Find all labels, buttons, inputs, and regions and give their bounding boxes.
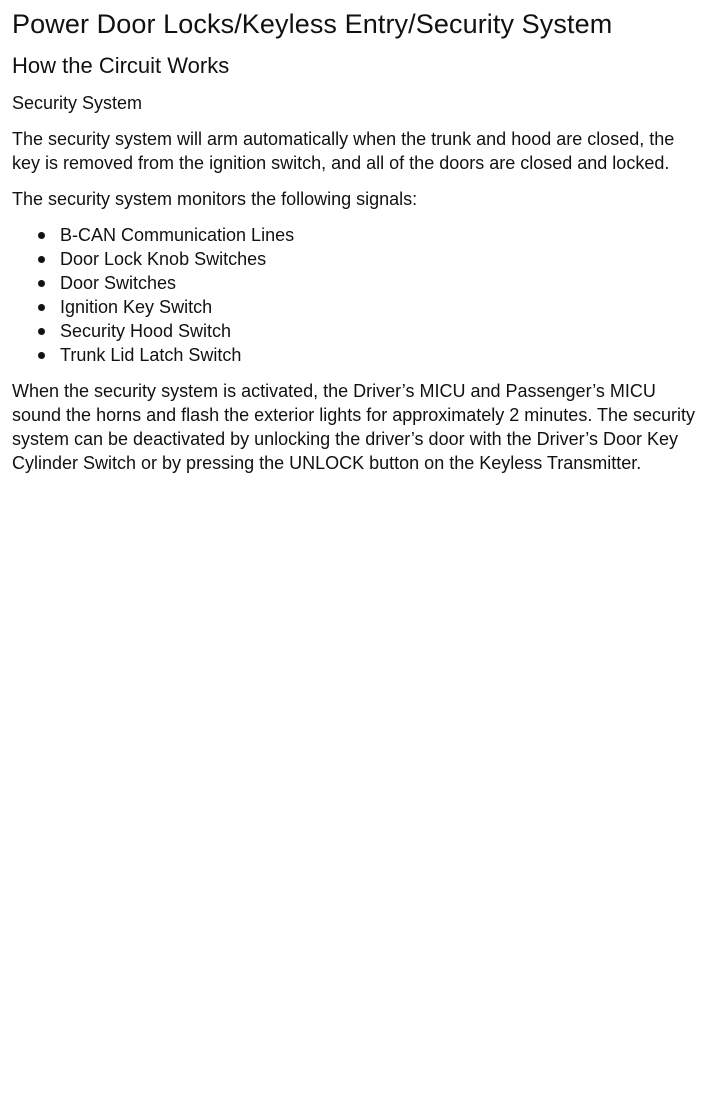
list-item-label: Ignition Key Switch — [60, 297, 213, 317]
list-item — [12, 223, 696, 247]
list-item — [12, 319, 696, 343]
list-item-label: Security Hood Switch — [60, 321, 232, 341]
signals-list — [12, 223, 696, 367]
bullet-icon — [38, 304, 45, 311]
page-subtitle: How the Circuit Works — [12, 53, 230, 78]
page-title: Power Door Locks/Keyless Entry/Security System — [12, 9, 613, 39]
bullet-icon — [38, 352, 45, 359]
arming-paragraph: The security system will arm automatically when the trunk and hood are closed, the key is removed from the ignition switch, and all of the doors are closed and locked. — [12, 129, 675, 173]
document-page — [12, 6, 696, 475]
list-item — [12, 295, 696, 319]
bullet-icon — [38, 280, 45, 287]
list-item-label: Door Lock Knob Switches — [60, 249, 267, 269]
list-item — [12, 271, 696, 295]
list-item-label: Trunk Lid Latch Switch — [60, 345, 242, 365]
section-heading: Security System — [12, 93, 143, 113]
bullet-icon — [38, 256, 45, 263]
bullet-icon — [38, 232, 45, 239]
list-item-label: Door Switches — [60, 273, 177, 293]
activation-paragraph: When the security system is activated, the Driver’s MICU and Passenger’s MICU sound the horns and flash the exterior lights for approximately 2 minutes. The security system can be deactivated by unlocking the driver’s door with the Driver’s Door Key Cylinder Switch or by pressing the UNLOCK button on the Keyless Transmitter. — [12, 381, 696, 473]
list-item — [12, 247, 696, 271]
bullet-icon — [38, 328, 45, 335]
list-item-label: B-CAN Communication Lines — [60, 225, 295, 245]
list-item — [12, 343, 696, 367]
signals-intro-paragraph: The security system monitors the following signals: — [12, 189, 418, 209]
